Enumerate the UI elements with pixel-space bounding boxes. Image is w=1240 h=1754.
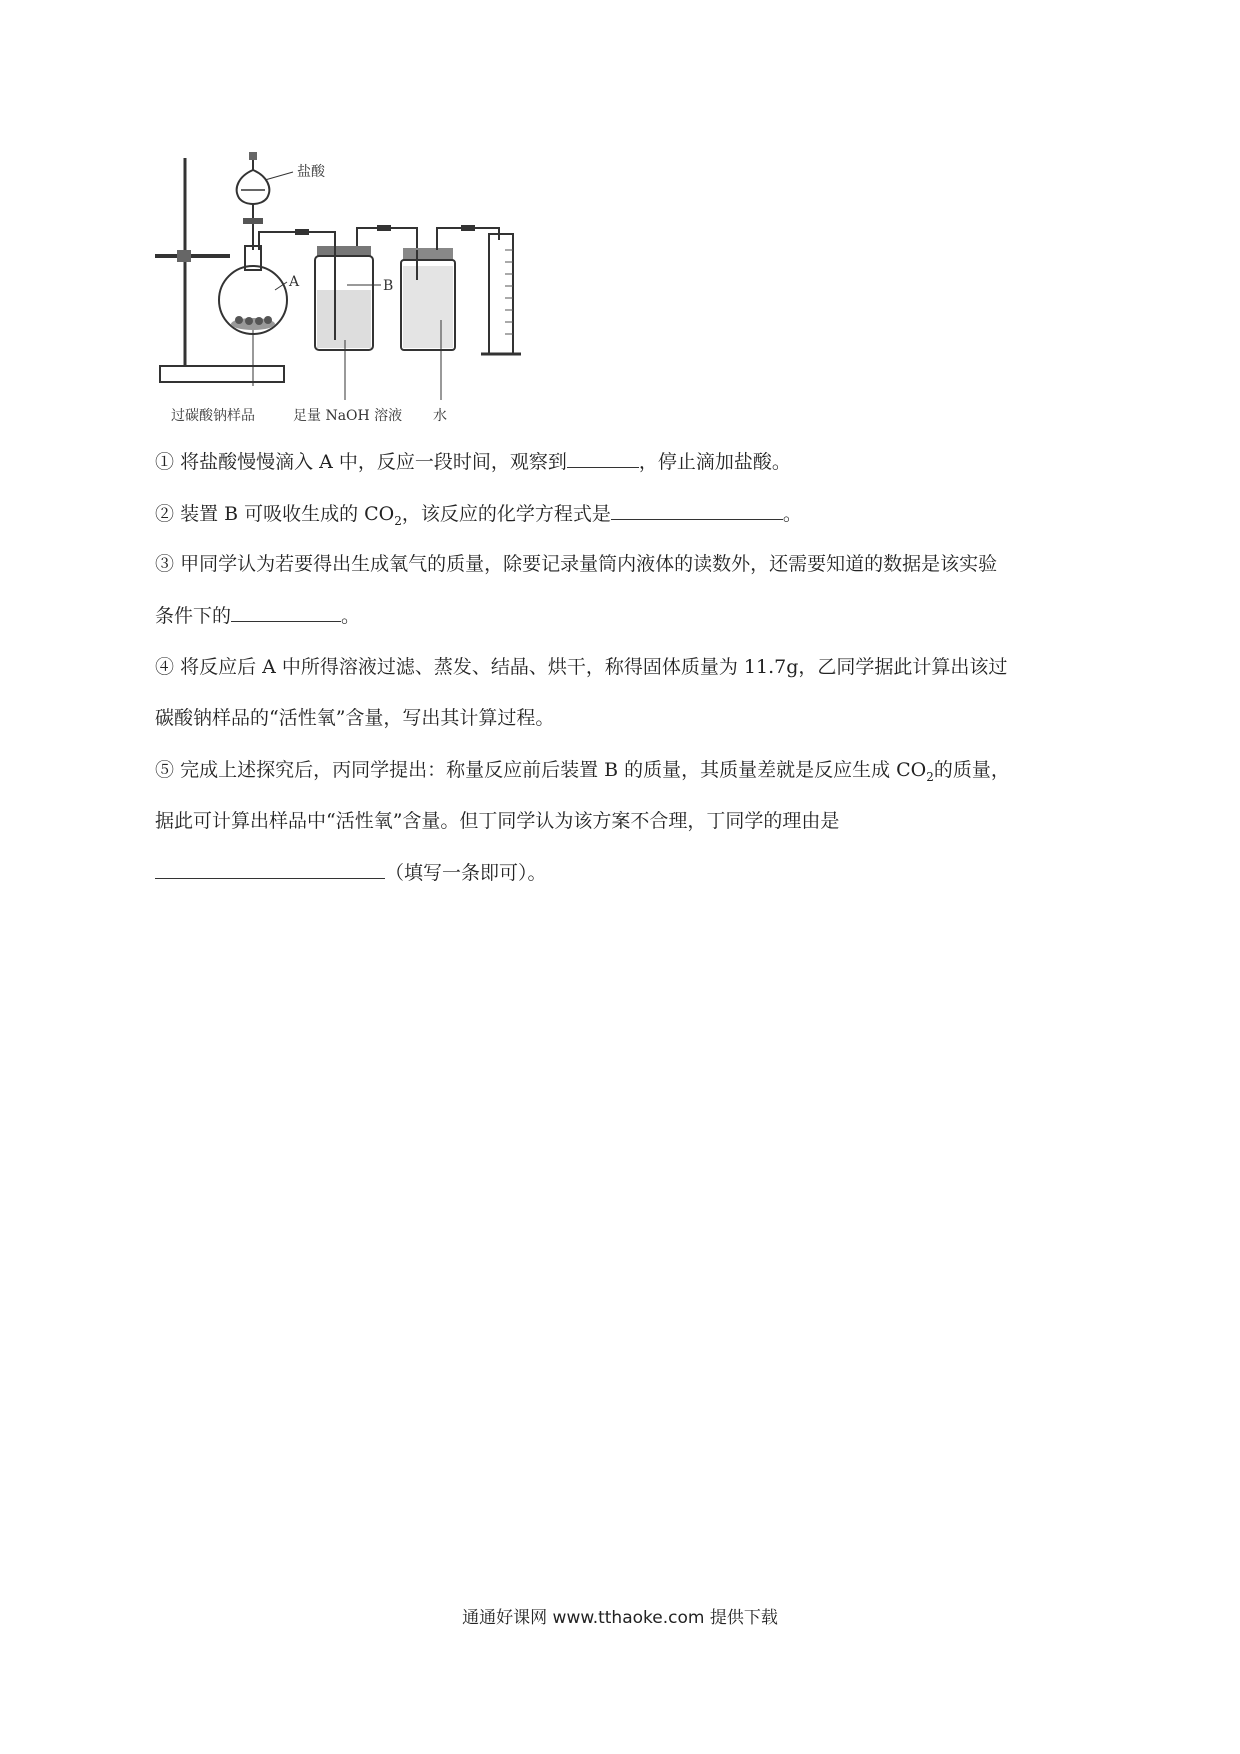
q5-subscript: 2 (926, 769, 934, 784)
q1-answer-blank[interactable] (567, 449, 639, 468)
q1-text-end: ，停止滴加盐酸。 (638, 451, 791, 473)
q3-answer-blank[interactable] (231, 603, 341, 622)
q2-text-end: 。 (782, 503, 802, 525)
q5-line2: 据此可计算出样品中“活性氧”含量。但丁同学认为该方案不合理，丁同学的理由是 (155, 810, 840, 832)
page-footer: 通通好课网 www.tthaoke.com 提供下载 (462, 1608, 778, 1628)
label-a: A (289, 274, 300, 290)
q1-text: 将盐酸慢慢滴入 A 中，反应一段时间，观察到 (180, 451, 567, 473)
bottle-c-stopper (403, 248, 453, 260)
bottle-b-stopper (317, 246, 371, 256)
question-1 (155, 449, 1125, 474)
q5-line1-end: 的质量， (933, 759, 1010, 781)
bottle-c-water (403, 266, 453, 348)
question-2 (155, 501, 1125, 526)
bottle-b-liquid (317, 290, 371, 348)
apparatus-figure (155, 150, 585, 430)
label-sample: 过碳酸钠样品 (171, 408, 255, 424)
funnel-stopper (249, 152, 257, 160)
q2-subscript: 2 (394, 513, 402, 528)
question-5 (155, 758, 1125, 782)
funnel-stopcock (243, 218, 263, 224)
graduated-cylinder (489, 234, 513, 354)
q5-line1: 完成上述探究后，丙同学提出：称量反应前后装置 B 的质量，其质量差就是反应生成 CO (180, 759, 927, 781)
q5-line3-end: （填写一条即可）。 (385, 862, 547, 884)
clamp-boss (177, 250, 191, 262)
q3-line2-end: 。 (341, 605, 361, 627)
question-3 (155, 552, 1125, 576)
q3-line2-text: 条件下的 (155, 605, 232, 627)
label-hcl: 盐酸 (297, 164, 325, 180)
question-4-line2 (155, 706, 1125, 730)
q2-text-mid: ，该反应的化学方程式是 (401, 503, 611, 525)
q1-number: ① (155, 451, 175, 473)
q5-number: ⑤ (155, 759, 175, 781)
question-3-line2 (155, 603, 1125, 628)
question-4 (155, 655, 1125, 679)
label-naoh: 足量 NaOH 溶液 (293, 408, 403, 424)
label-water: 水 (433, 408, 447, 424)
question-5-line3 (155, 860, 1125, 885)
q2-answer-blank[interactable] (611, 501, 783, 520)
separatory-funnel (237, 158, 270, 204)
label-b: B (383, 278, 394, 294)
apparatus-diagram (155, 150, 585, 430)
q4-line1: 将反应后 A 中所得溶液过滤、蒸发、结晶、烘干，称得固体质量为 11.7g，乙同学据此计算出该过 (180, 656, 1008, 678)
q4-number: ④ (155, 656, 175, 678)
stand-base (160, 366, 284, 382)
q3-number: ③ (155, 553, 175, 575)
q2-number: ② (155, 503, 175, 525)
q5-answer-blank[interactable] (155, 860, 385, 879)
q2-text: 装置 B 可吸收生成的 CO (180, 503, 395, 525)
q3-line1: 甲同学认为若要得出生成氧气的质量，除要记录量筒内液体的读数外，还需要知道的数据是该实验 (180, 553, 998, 575)
question-5-line2 (155, 809, 1125, 833)
q4-line2: 碳酸钠样品的“活性氧”含量，写出其计算过程。 (155, 707, 555, 729)
